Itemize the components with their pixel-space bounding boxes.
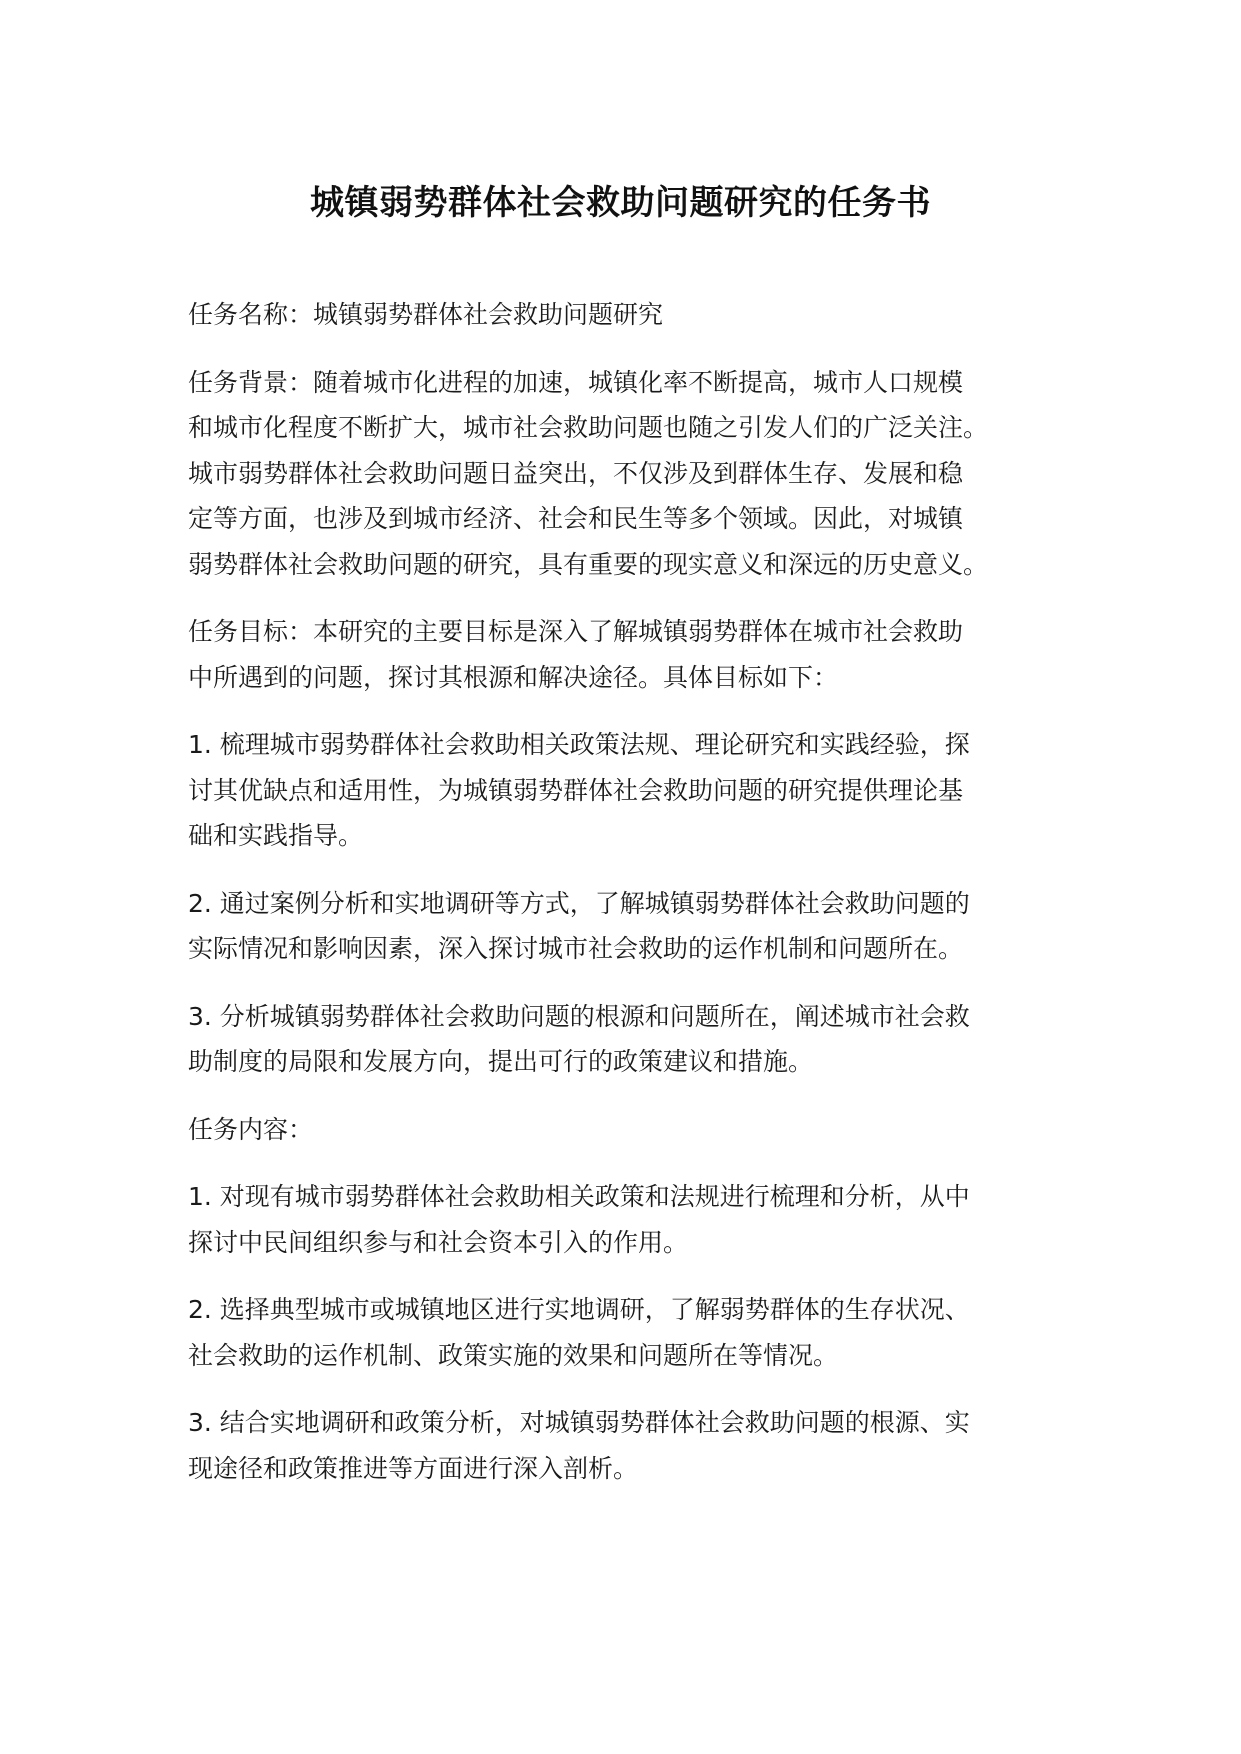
text-line: 中所遇到的问题，探讨其根源和解决途径。具体目标如下： — [188, 662, 839, 692]
list-item-goal-2 — [188, 881, 1068, 972]
text-line: 现途径和政策推进等方面进行深入剖析。 — [188, 1453, 639, 1483]
text-line: 定等方面，也涉及到城市经济、社会和民生等多个领域。因此，对城镇 — [188, 504, 964, 533]
text-line: 3. 分析城镇弱势群体社会救助问题的根源和问题所在，阐述城市社会救 — [188, 1001, 970, 1031]
paragraph-task-content — [188, 1107, 1068, 1153]
text-line: 础和实践指导。 — [188, 821, 364, 850]
list-item-goal-3 — [188, 994, 1068, 1085]
text-line: 实际情况和影响因素，深入探讨城市社会救助的运作机制和问题所在。 — [188, 934, 964, 963]
text-line: 讨其优缺点和适用性，为城镇弱势群体社会救助问题的研究提供理论基 — [188, 775, 964, 805]
text-line: 助制度的局限和发展方向，提出可行的政策建议和措施。 — [188, 1047, 814, 1076]
paragraph-task-goal — [188, 609, 1068, 700]
text-line: 任务背景：随着城市化进程的加速，城镇化率不断提高，城市人口规模 — [188, 367, 964, 397]
paragraph-task-background — [188, 360, 1068, 588]
document-title: 城镇弱势群体社会救助问题研究的任务书 — [310, 183, 931, 223]
list-item-goal-1 — [188, 722, 1068, 859]
text-line: 2. 选择典型城市或城镇地区进行实地调研，了解弱势群体的生存状况、 — [188, 1295, 970, 1324]
text-line: 城市弱势群体社会救助问题日益突出，不仅涉及到群体生存、发展和稳 — [188, 458, 964, 488]
text-line: 1. 对现有城市弱势群体社会救助相关政策和法规进行梳理和分析，从中 — [188, 1182, 970, 1211]
text-line: 任务内容： — [188, 1114, 314, 1144]
text-line: 探讨中民间组织参与和社会资本引入的作用。 — [188, 1227, 689, 1257]
text-line: 社会救助的运作机制、政策实施的效果和问题所在等情况。 — [188, 1340, 839, 1370]
text-line: 和城市化程度不断扩大，城市社会救助问题也随之引发人们的广泛关注。 — [188, 413, 989, 442]
text-line: 3. 结合实地调研和政策分析，对城镇弱势群体社会救助问题的根源、实 — [188, 1408, 970, 1437]
document-body — [188, 292, 1068, 1513]
list-item-content-3 — [188, 1400, 1068, 1491]
list-item-content-2 — [188, 1287, 1068, 1378]
text-line: 任务目标：本研究的主要目标是深入了解城镇弱势群体在城市社会救助 — [188, 617, 964, 646]
text-line: 弱势群体社会救助问题的研究，具有重要的现实意义和深远的历史意义。 — [188, 549, 989, 579]
text-line: 任务名称：城镇弱势群体社会救助问题研究 — [188, 300, 664, 329]
text-line: 2. 通过案例分析和实地调研等方式，了解城镇弱势群体社会救助问题的 — [188, 888, 970, 918]
text-line: 1. 梳理城市弱势群体社会救助相关政策法规、理论研究和实践经验，探 — [188, 730, 970, 759]
list-item-content-1 — [188, 1174, 1068, 1265]
paragraph-task-name — [188, 292, 1068, 338]
